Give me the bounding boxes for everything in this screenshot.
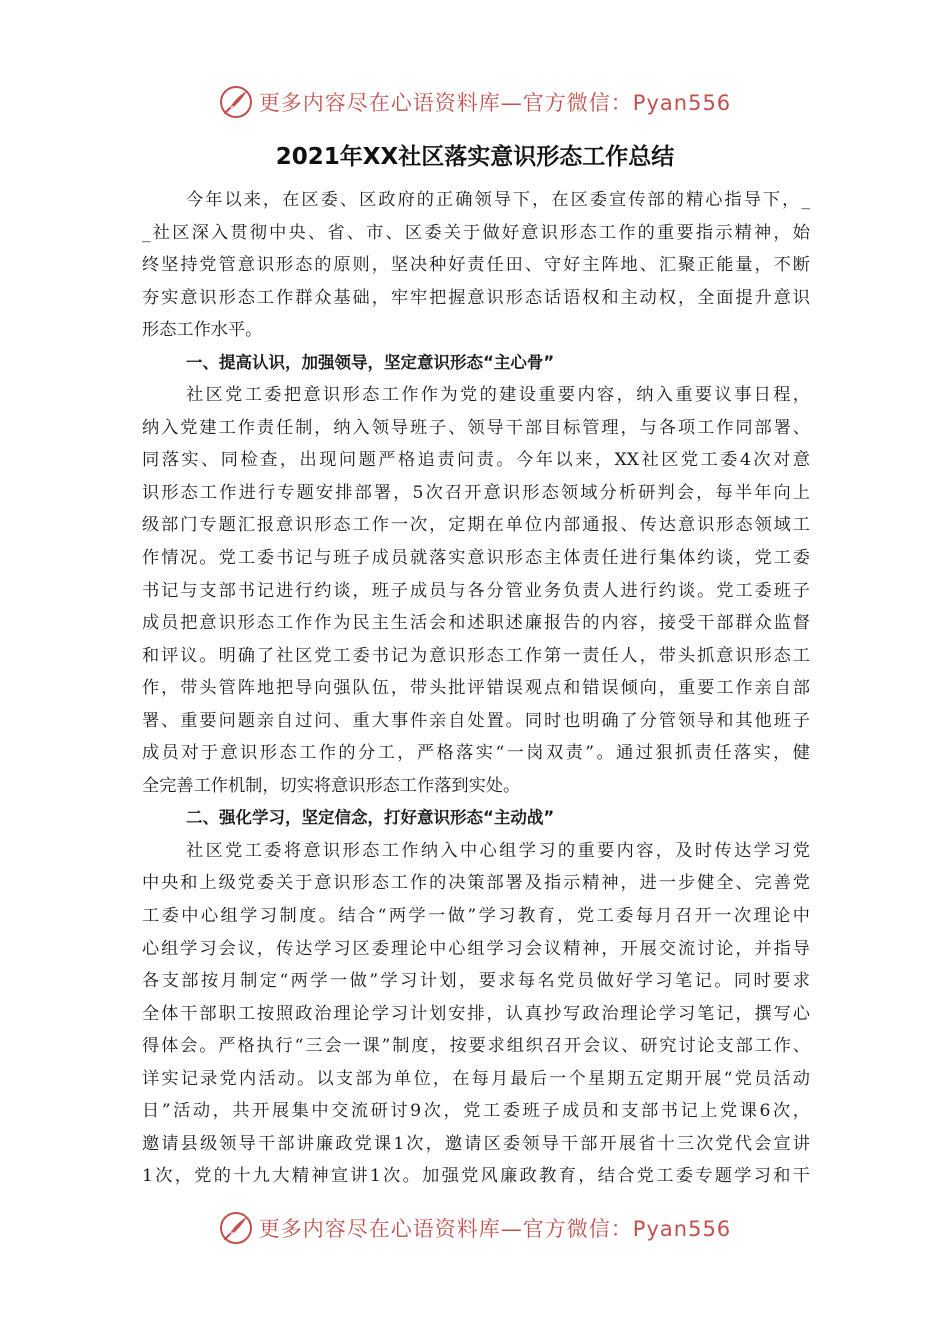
paragraph-line: 纳入党建工作责任制，纳入领导班子、领导干部目标管理，与各项工作同部署、 — [142, 417, 810, 438]
paragraph-line: 详实记录党内活动。以支部为单位，在每月最后一个星期五定期开展“党员活动 — [142, 1068, 810, 1089]
section-heading: 一、提高认识，加强领导，坚定意识形态“主心骨” — [186, 352, 555, 372]
paragraph-line: 作，带头管阵地把导向强队伍，带头批评错误观点和错误倾向，重要工作亲自部 — [142, 678, 810, 699]
paragraph-line: 工委中心组学习制度。结合“两学一做”学习教育，党工委每月召开一次理论中 — [142, 906, 810, 927]
quill-pen-logo-icon — [219, 1211, 253, 1245]
paragraph-line: 日”活动，共开展集中交流研讨9次，党工委班子成员和支部书记上党课6次， — [142, 1101, 810, 1122]
paragraph-line: _社区深入贯彻中央、省、市、区委关于做好意识形态工作的重要指示精神，始 — [142, 222, 810, 243]
paragraph-line: 1次，党的十九大精神宣讲1次。加强党风廉政教育，结合党工委专题学习和干 — [142, 1166, 810, 1187]
document-body — [142, 184, 810, 1193]
paragraph-line: 成员把意识形态工作作为民主生活会和述职述廉报告的内容，接受干部群众监督 — [142, 613, 810, 634]
paragraph-line: 社区党工委把意识形态工作作为党的建设重要内容，纳入重要议事日程， — [186, 385, 810, 406]
paragraph-line: 同落实、同检查，出现问题严格追责问责。今年以来，XX社区党工委4次对意 — [142, 450, 810, 471]
banner-text: 更多内容尽在心语资料库—官方微信：Pyan556 — [258, 1217, 732, 1241]
footer-banner — [0, 1210, 950, 1246]
section-heading: 二、强化学习，坚定信念，打好意识形态“主动战” — [186, 808, 555, 828]
paragraph-line: 形态工作水平。 — [142, 320, 263, 341]
paragraph-line: 终坚持党管意识形态的原则，坚决种好责任田、守好主阵地、汇聚正能量，不断 — [142, 255, 810, 276]
paragraph-line: 邀请县级领导干部讲廉政党课1次，邀请区委领导干部开展省十三次党代会宣讲 — [142, 1133, 810, 1154]
paragraph-line: 和评议。明确了社区党工委书记为意识形态工作第一责任人，带头抓意识形态工 — [142, 645, 810, 666]
paragraph-line: 全体干部职工按照政治理论学习计划安排，认真抄写政治理论学习笔记，撰写心 — [142, 1003, 810, 1024]
paragraph-line: 书记与支部书记进行约谈，班子成员与各分管业务负责人进行约谈。党工委班子 — [142, 580, 810, 601]
paragraph-line: 各支部按月制定“两学一做”学习计划，要求每名党员做好学习笔记。同时要求 — [142, 971, 810, 992]
paragraph-line: 今年以来，在区委、区政府的正确领导下，在区委宣传部的精心指导下，_ — [186, 190, 810, 210]
paragraph-line: 社区党工委将意识形态工作纳入中心组学习的重要内容，及时传达学习党 — [186, 840, 810, 861]
paragraph-line: 心组学习会议，传达学习区委理论中心组学习会议精神，开展交流讨论，并指导 — [142, 938, 810, 959]
paragraph-line: 全完善工作机制，切实将意识形态工作落到实处。 — [142, 775, 521, 796]
header-banner — [0, 84, 950, 120]
paragraph-line: 作情况。党工委书记与班子成员就落实意识形态主体责任进行集体约谈，党工委 — [142, 548, 810, 569]
paragraph-line: 识形态工作进行专题安排部署，5次召开意识形态领域分析研判会，每半年向上 — [142, 482, 810, 503]
paragraph-line: 级部门专题汇报意识形态工作一次，定期在单位内部通报、传达意识形态领域工 — [142, 515, 810, 536]
paragraph-line: 署、重要问题亲自过问、重大事件亲自处置。同时也明确了分管领导和其他班子 — [142, 710, 810, 731]
banner-text: 更多内容尽在心语资料库—官方微信：Pyan556 — [258, 91, 732, 115]
paragraph-line: 得体会。严格执行“三会一课”制度，按要求组织召开会议、研究讨论支部工作、 — [142, 1036, 810, 1057]
paragraph-line: 成员对于意识形态工作的分工，严格落实“一岗双责”。通过狠抓责任落实，健 — [142, 743, 810, 764]
paragraph-line: 中央和上级党委关于意识形态工作的决策部署及指示精神，进一步健全、完善党 — [142, 873, 810, 894]
quill-pen-logo-icon — [219, 85, 253, 119]
document-title: 2021年XX社区落实意识形态工作总结 — [275, 144, 675, 170]
paragraph-line: 夯实意识形态工作群众基础，牢牢把握意识形态话语权和主动权，全面提升意识 — [142, 287, 810, 308]
